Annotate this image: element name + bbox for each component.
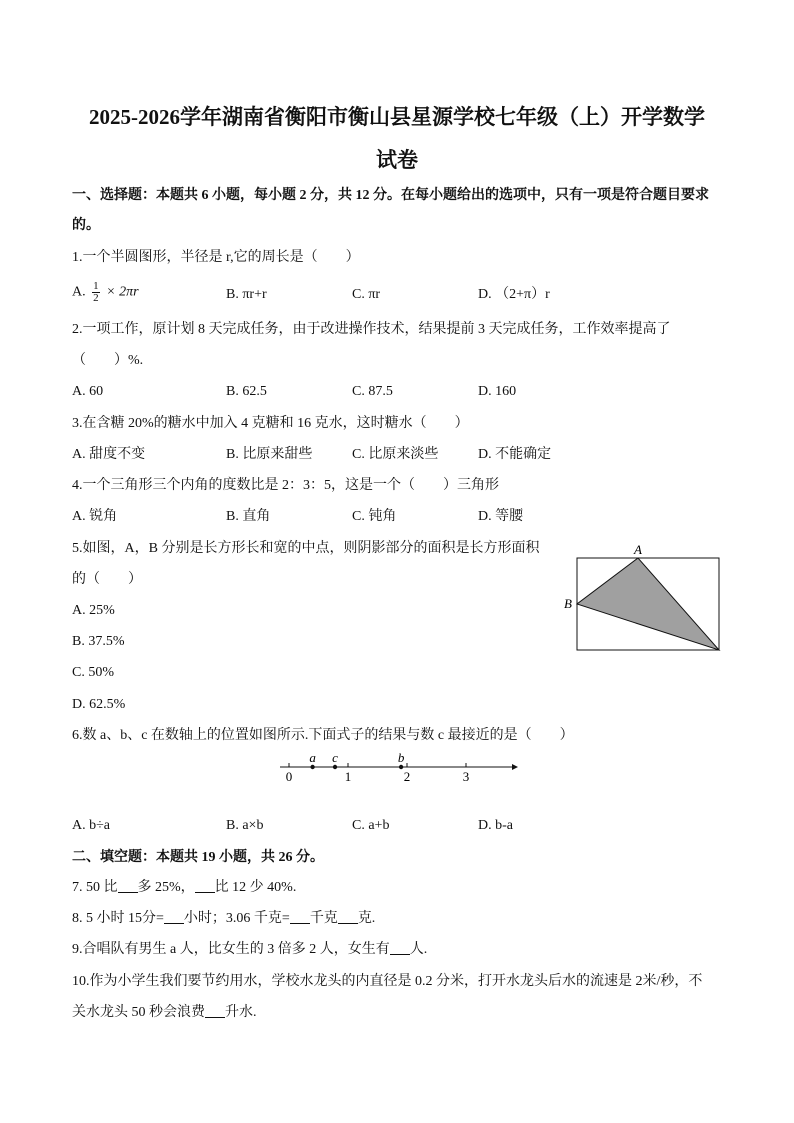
q10-stem-cont — [72, 1003, 257, 1023]
number-line-tick-label: 3 — [462, 769, 470, 784]
q1-option-a-label: A. — [72, 284, 86, 300]
number-line-tick-label: 0 — [285, 769, 293, 784]
q4-option-c[interactable]: C. 钝角 — [352, 509, 397, 524]
q2-option-d[interactable]: D. 160 — [478, 384, 517, 399]
q10-stem: 10.作为小学生我们要节约用水，学校水龙头的内直径是 0.2 分米，打开水龙头后水的流速是 2米/秒，不 — [72, 974, 703, 989]
exam-title-line2: 试卷 — [376, 148, 418, 172]
section2-header: 二、填空题：本题共 19 小题，共 26 分。 — [72, 850, 324, 865]
fraction-numerator: 1 — [93, 280, 99, 292]
number-line-point-label: a — [309, 750, 316, 765]
answer-blank[interactable] — [195, 878, 215, 893]
q2-stem: 2.一项工作，原计划 8 天完成任务，由于改进操作技术，结果提前 3 天完成任务，工作效率提高了 — [72, 322, 671, 337]
q6-option-d[interactable]: D. b-a — [478, 818, 513, 833]
q2-stem-cont: （ ）%. — [72, 353, 144, 368]
q10-text-1: 关水龙头 50 秒会浪费 — [72, 1005, 205, 1020]
q8-text-2: 小时；3.06 千克= — [183, 911, 290, 926]
q7-text-2: 多 25%， — [137, 880, 195, 895]
rectangle-triangle-figure — [560, 538, 730, 658]
q5-stem-cont: 的（ ） — [72, 572, 142, 587]
shaded-triangle — [577, 558, 719, 650]
q1-stem: 1.一个半圆图形，半径是 r,它的周长是（ ） — [72, 250, 360, 265]
number-line-point-b — [399, 765, 403, 769]
q5-option-d[interactable]: D. 62.5% — [72, 697, 126, 712]
q5-option-c[interactable]: C. 50% — [72, 665, 114, 680]
q1-option-a[interactable] — [72, 281, 139, 304]
q3-option-d[interactable]: D. 不能确定 — [478, 447, 552, 462]
q5-stem: 5.如图，A，B 分别是长方形长和宽的中点，则阴影部分的面积是长方形面积 — [72, 541, 540, 556]
q6-option-c[interactable]: C. a+b — [352, 818, 390, 833]
fraction-denominator: 2 — [93, 292, 99, 304]
number-line-tick-label: 1 — [344, 769, 352, 784]
q7-text-3: 比 12 少 40%. — [214, 880, 297, 895]
figure-label-a: A — [634, 542, 642, 557]
q1-option-c[interactable]: C. πr — [352, 287, 381, 302]
q4-option-b[interactable]: B. 直角 — [226, 509, 271, 524]
answer-blank[interactable] — [118, 878, 138, 893]
answer-blank[interactable] — [164, 909, 184, 924]
q4-option-a[interactable]: A. 锐角 — [72, 509, 118, 524]
q3-option-b[interactable]: B. 比原来甜些 — [226, 447, 313, 462]
q2-option-c[interactable]: C. 87.5 — [352, 384, 393, 399]
q1-option-d[interactable]: D. （2+π）r — [478, 287, 550, 302]
answer-blank[interactable] — [338, 909, 358, 924]
q9-text-2: 人. — [409, 942, 428, 957]
q9-stem — [72, 940, 427, 960]
number-line-point-label: c — [332, 750, 338, 765]
q6-option-a[interactable]: A. b÷a — [72, 818, 111, 833]
q6-option-b[interactable]: B. a×b — [226, 818, 264, 833]
q4-option-d[interactable]: D. 等腰 — [478, 509, 524, 524]
q1-option-b[interactable]: B. πr+r — [226, 287, 267, 302]
number-line-arrow — [512, 764, 518, 770]
number-line-point-label: b — [397, 750, 405, 765]
q8-stem — [72, 909, 375, 929]
number-line-point-c — [333, 765, 337, 769]
q3-option-c[interactable]: C. 比原来淡些 — [352, 447, 439, 462]
answer-blank[interactable] — [390, 940, 410, 955]
figure-label-b: B — [564, 596, 572, 611]
q8-text-1: 8. 5 小时 15分= — [72, 911, 164, 926]
answer-blank[interactable] — [205, 1003, 225, 1018]
section1-header-cont: 的。 — [72, 218, 100, 233]
q5-option-a[interactable]: A. 25% — [72, 603, 115, 618]
q2-option-a[interactable]: A. 60 — [72, 384, 104, 399]
answer-blank[interactable] — [290, 909, 310, 924]
q3-stem: 3.在含糖 20%的糖水中加入 4 克糖和 16 克水，这时糖水（ ） — [72, 416, 469, 431]
section1-header: 一、选择题：本题共 6 小题，每小题 2 分，共 12 分。在每小题给出的选项中，只有一项是符合题目要求 — [72, 188, 709, 203]
number-line-point-a — [310, 765, 314, 769]
q1-option-a-rest: × 2πr — [106, 284, 139, 300]
q6-stem: 6.数 a、b、c 在数轴上的位置如图所示.下面式子的结果与数 c 最接近的是（ ） — [72, 728, 574, 743]
q9-text-1: 9.合唱队有男生 a 人，比女生的 3 倍多 2 人，女生有 — [72, 942, 390, 957]
exam-title-line1: 2025-2026学年湖南省衡阳市衡山县星源学校七年级（上）开学数学 — [89, 105, 705, 129]
q4-stem: 4.一个三角形三个内角的度数比是 2：3：5，这是一个（ ）三角形 — [72, 478, 499, 493]
q3-option-a[interactable]: A. 甜度不变 — [72, 447, 146, 462]
q8-text-4: 克. — [357, 911, 376, 926]
q7-text-1: 7. 50 比 — [72, 880, 118, 895]
number-line-figure — [270, 748, 520, 784]
q5-option-b[interactable]: B. 37.5% — [72, 634, 125, 649]
number-line-tick-label: 2 — [403, 769, 411, 784]
q2-option-b[interactable]: B. 62.5 — [226, 384, 267, 399]
q10-text-2: 升水. — [225, 1005, 257, 1020]
q8-text-3: 千克 — [309, 911, 338, 926]
fraction — [92, 281, 100, 304]
q7-stem — [72, 878, 296, 898]
